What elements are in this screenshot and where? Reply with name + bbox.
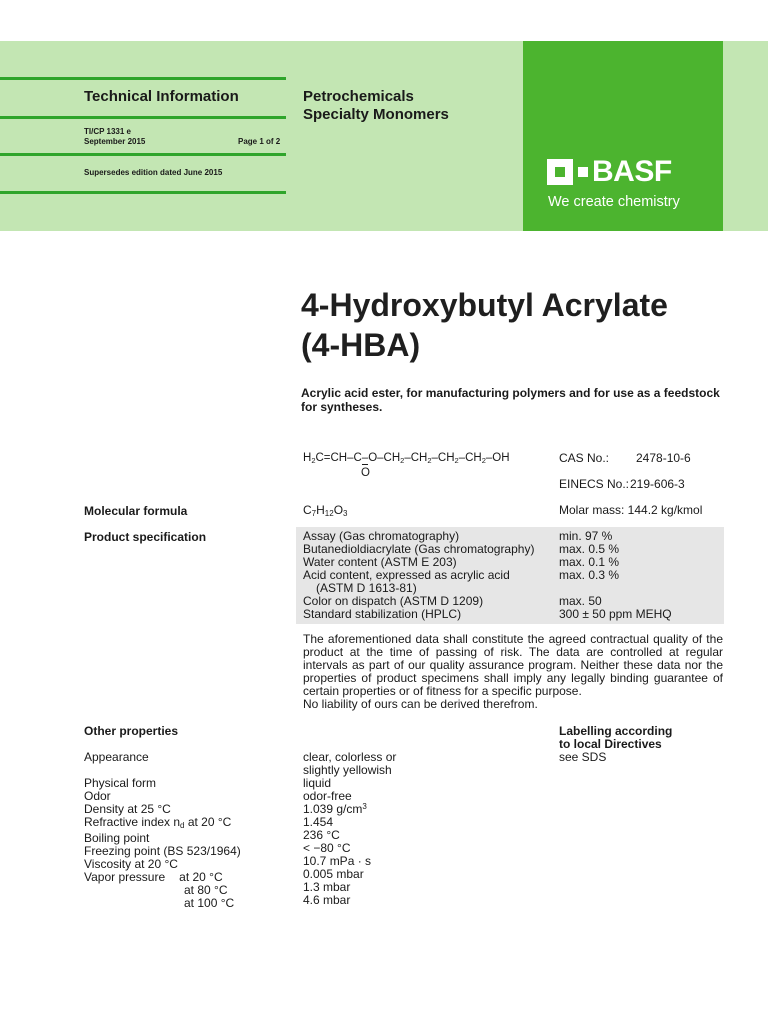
basf-logo bbox=[547, 155, 672, 188]
labelling-heading bbox=[559, 725, 672, 751]
labelling-value: see SDS bbox=[559, 750, 607, 764]
logo-square-icon bbox=[547, 159, 573, 185]
page-title bbox=[301, 285, 668, 365]
property-name: Odor bbox=[84, 789, 111, 803]
property-value: slightly yellowish bbox=[303, 763, 392, 777]
appearance-label: Appearance bbox=[84, 750, 149, 764]
property-name: Vapor pressure at 20 °C bbox=[84, 870, 223, 884]
property-name: Refractive index $n_d$ at 20 °C bbox=[84, 815, 232, 830]
liability-text: No liability of ours can be derived therefrom. bbox=[303, 697, 538, 711]
property-values bbox=[303, 751, 396, 907]
property-name: Physical form bbox=[84, 776, 157, 790]
property-value: 1.3 mbar bbox=[303, 880, 351, 894]
spec-name: Acid content, expressed as acrylic acid bbox=[303, 568, 510, 582]
cas-label: CAS No.: bbox=[559, 451, 610, 465]
property-name: Boiling point bbox=[84, 831, 150, 845]
property-value: 0.005 mbar bbox=[303, 867, 364, 881]
spec-name: Butanedioldiacrylate (Gas chromatography) bbox=[303, 542, 535, 556]
issue-date: September 2015 bbox=[84, 137, 146, 146]
division-line: Specialty Monomers bbox=[303, 106, 449, 123]
header-rule bbox=[0, 116, 286, 119]
header-rule bbox=[0, 191, 286, 194]
spec-name: Color on dispatch (ASTM D 1209) bbox=[303, 594, 484, 608]
title-line: 4-Hydroxybutyl Acrylate bbox=[301, 287, 668, 323]
labelling-line: Labelling according bbox=[559, 724, 673, 738]
cas-value: 2478-10-6 bbox=[636, 451, 691, 465]
spec-value: max. 0.3 % bbox=[559, 568, 620, 582]
property-value: 10.7 mPa · s bbox=[303, 854, 372, 868]
supersedes-note: Supersedes edition dated June 2015 bbox=[84, 168, 223, 177]
spec-names bbox=[303, 530, 534, 621]
doc-ref bbox=[84, 127, 145, 147]
molar-mass: Molar mass: 144.2 kg/kmol bbox=[559, 503, 703, 517]
spec-values bbox=[559, 530, 672, 621]
molecular-formula-label: Molecular formula bbox=[84, 504, 188, 518]
spec-name: Water content (ASTM E 203) bbox=[303, 555, 457, 569]
spec-value: max. 50 bbox=[559, 594, 602, 608]
division bbox=[303, 88, 449, 124]
property-value: odor-free bbox=[303, 789, 352, 803]
header-rule bbox=[0, 77, 286, 80]
spec-value: 300 ± 50 ppm MEHQ bbox=[559, 607, 672, 621]
property-names bbox=[84, 777, 241, 910]
division-line: Petrochemicals bbox=[303, 88, 414, 105]
spec-value: max. 0.1 % bbox=[559, 555, 620, 569]
spec-name: Assay (Gas chromatography) bbox=[303, 529, 460, 543]
property-name: at 80 °C bbox=[184, 883, 228, 897]
disclaimer bbox=[303, 633, 723, 711]
spec-label: Product specification bbox=[84, 530, 207, 544]
brand-tagline: We create chemistry bbox=[548, 194, 680, 210]
other-properties-label: Other properties bbox=[84, 724, 179, 738]
lead-text: Acrylic acid ester, for manufacturing polymers and for use as a feedstock for syntheses. bbox=[301, 386, 720, 414]
ref-code: TI/CP 1331 e bbox=[84, 127, 131, 136]
spec-value: max. 0.5 % bbox=[559, 542, 620, 556]
disclaimer-text: The aforementioned data shall constitute the agreed contractual quality of the product at the time of passing of risk. The data are controlled at regular intervals as part of our quality assurance program. Neither these data nor the properties of product specimens shall imply any legally binding guarantee of certain properties or of fitness for a specific purpose. bbox=[303, 632, 723, 698]
property-value: 4.6 mbar bbox=[303, 893, 351, 907]
spec-name: (ASTM D 1613-81) bbox=[316, 581, 417, 595]
property-value: 236 °C bbox=[303, 828, 340, 842]
carbonyl-oxygen: O bbox=[361, 467, 370, 479]
carbonyl-bond bbox=[362, 464, 368, 466]
header-rule bbox=[0, 153, 286, 156]
structural-formula: $H_2C=CH-C-O-CH_2-CH_2-CH_2-CH_2-OH$ bbox=[303, 452, 510, 465]
property-value: clear, colorless or bbox=[303, 750, 397, 764]
einecs-label: EINECS No.: bbox=[559, 477, 630, 491]
property-value: 1.454 bbox=[303, 815, 334, 829]
labelling-line: to local Directives bbox=[559, 737, 662, 751]
logo-text: BASF bbox=[592, 155, 672, 188]
property-value: liquid bbox=[303, 776, 332, 790]
molecular-formula: $C_7H_{12}O_3$ bbox=[303, 503, 348, 518]
einecs-value: 219-606-3 bbox=[630, 477, 685, 491]
property-name: at 100 °C bbox=[184, 896, 235, 910]
property-name: Viscosity at 20 °C bbox=[84, 857, 178, 871]
page-number: Page 1 of 2 bbox=[238, 137, 281, 146]
spec-value: min. 97 % bbox=[559, 529, 613, 543]
property-name: Freezing point (BS 523/1964) bbox=[84, 844, 241, 858]
property-name: Density at 25 °C bbox=[84, 802, 171, 816]
doc-type: Technical Information bbox=[84, 88, 239, 105]
logo-dot-icon bbox=[578, 167, 588, 177]
spec-name: Standard stabilization (HPLC) bbox=[303, 607, 462, 621]
property-value: < −80 °C bbox=[303, 841, 351, 855]
title-line: (4-HBA) bbox=[301, 327, 421, 363]
property-value: 1.039 $g/cm^3$ bbox=[303, 802, 367, 816]
